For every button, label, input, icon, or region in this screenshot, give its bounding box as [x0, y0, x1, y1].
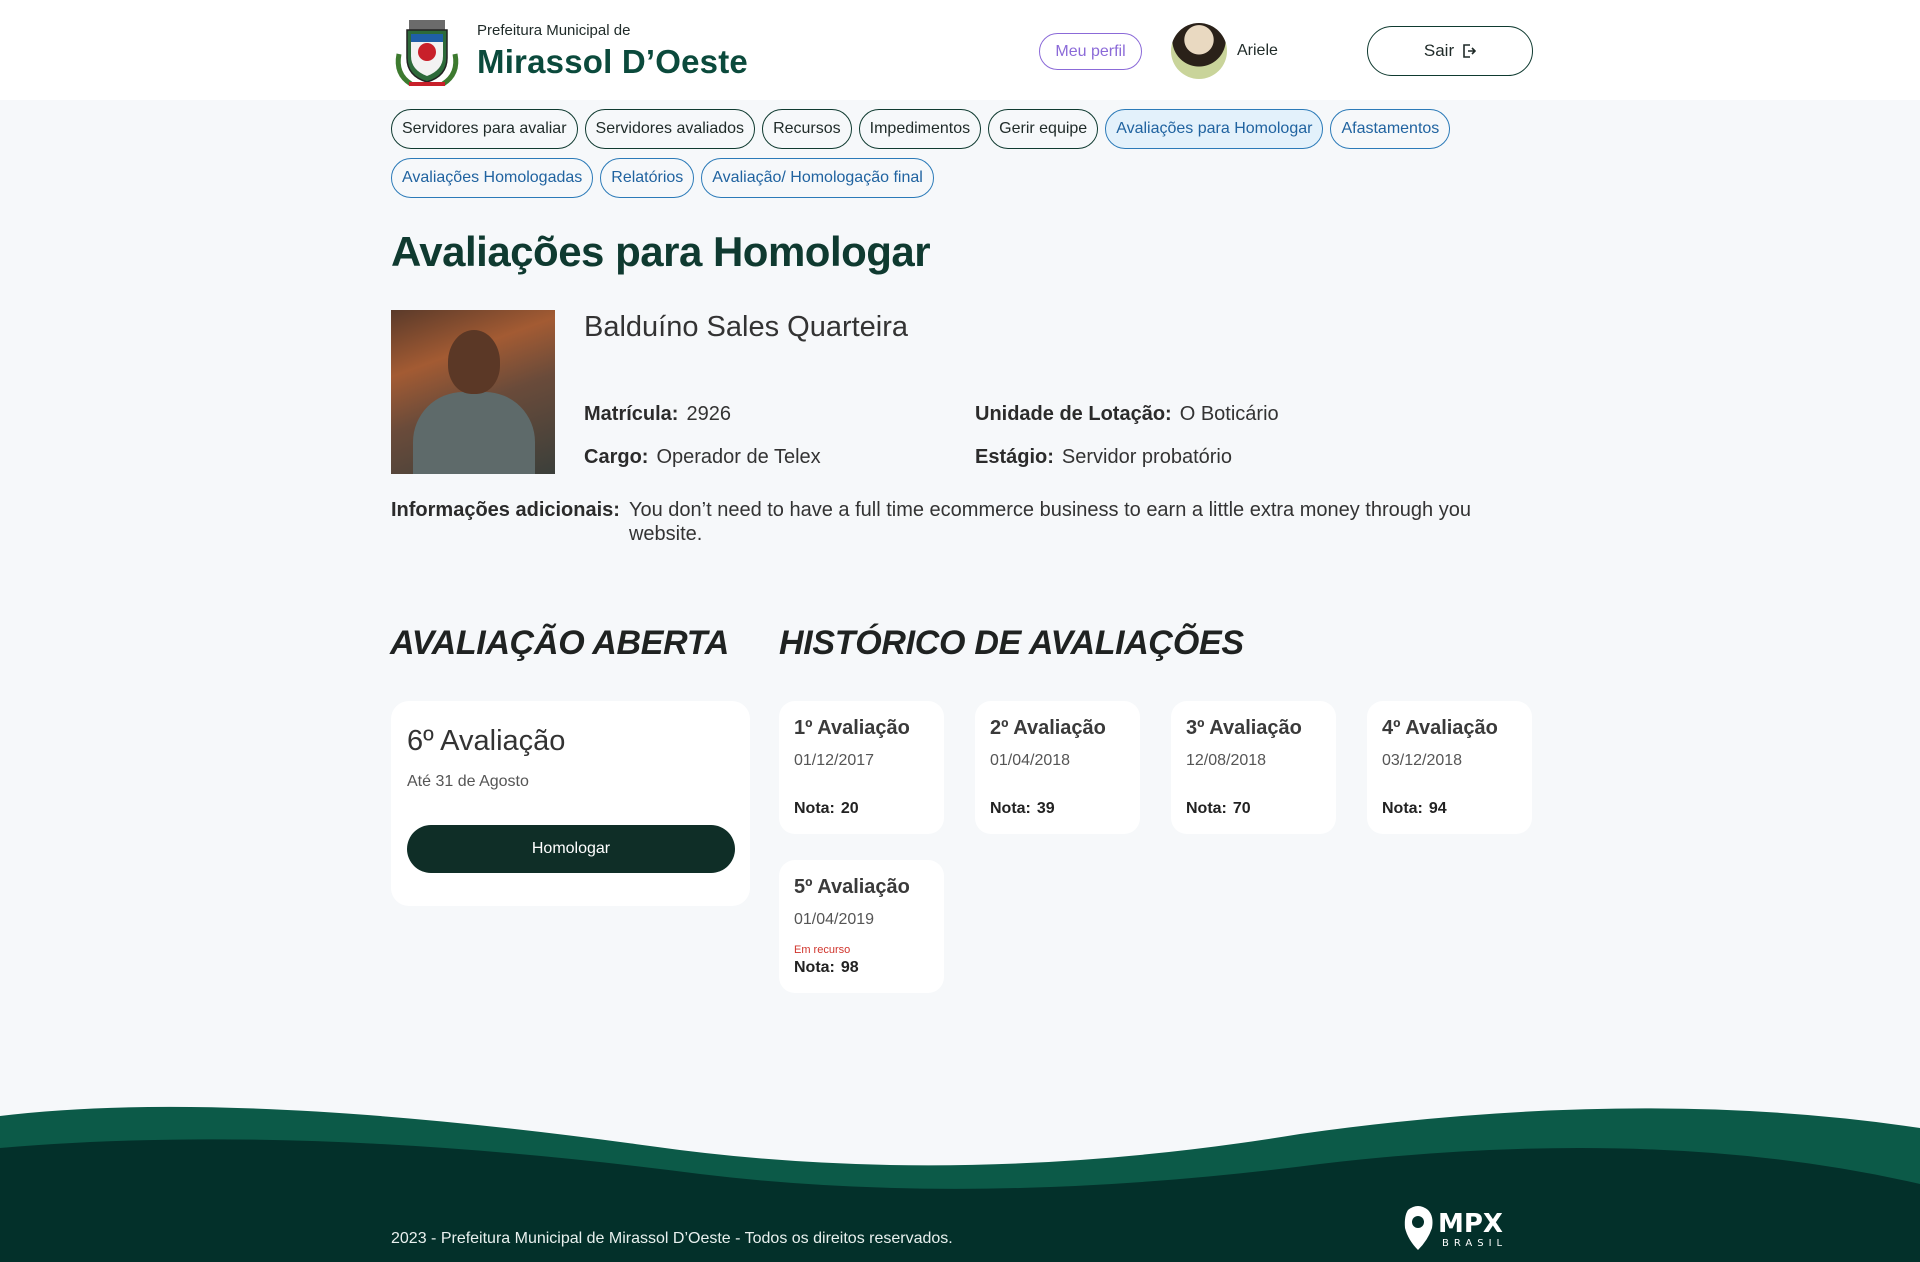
logo-word: MPX: [1438, 1209, 1503, 1239]
brand-title: Mirassol D’Oeste: [477, 42, 748, 80]
employee-name: Balduíno Sales Quarteira: [584, 311, 909, 343]
estagio-label: Estágio:: [975, 446, 1054, 468]
estagio-value: Servidor probatório: [1061, 446, 1232, 468]
open-evaluation-deadline: Até 31 de Agosto: [407, 773, 529, 790]
nav-tab-1[interactable]: Servidores avaliados: [585, 109, 756, 149]
logout-label: Sair: [1423, 41, 1455, 60]
history-card-score: [1382, 800, 1447, 818]
mpx-brasil-logo: [1404, 1202, 1534, 1254]
avatar: [1171, 23, 1227, 79]
brand-subtitle: Prefeitura Municipal de: [477, 21, 631, 39]
history-card-date: 01/04/2018: [990, 752, 1071, 769]
score-value: 98: [840, 959, 859, 976]
history-card[interactable]: [975, 701, 1140, 834]
score-value: 70: [1232, 800, 1251, 817]
score-label: Nota:: [1382, 800, 1423, 817]
history-card[interactable]: [1367, 701, 1532, 834]
additional-info: [391, 498, 1533, 546]
score-label: Nota:: [1186, 800, 1227, 817]
user-name: Ariele: [1237, 42, 1278, 59]
matricula-field: [584, 403, 731, 426]
unidade-value: O Boticário: [1179, 403, 1279, 425]
matricula-value: 2926: [686, 403, 731, 425]
logo-sub: BRASIL: [1442, 1238, 1508, 1249]
history-card-date: 12/08/2018: [1186, 752, 1267, 769]
open-evaluation-card: [391, 701, 750, 906]
cargo-value: Operador de Telex: [656, 446, 821, 468]
info-label: Informações adicionais:: [391, 499, 620, 521]
logout-icon: [1462, 44, 1476, 58]
history-card-score: [1186, 800, 1251, 818]
nav-tab-5[interactable]: Avaliações para Homologar: [1105, 109, 1323, 149]
logout-button[interactable]: [1367, 26, 1533, 76]
history-card-score: [990, 800, 1055, 818]
cargo-field: [584, 446, 821, 469]
open-evaluation-title: 6º Avaliação: [407, 725, 566, 757]
history-card-title: 5º Avaliação: [794, 876, 910, 898]
user-menu[interactable]: [1171, 23, 1278, 79]
history-card-title: 4º Avaliação: [1382, 717, 1498, 739]
history-card-title: 2º Avaliação: [990, 717, 1106, 739]
footer-copyright: 2023 - Prefeitura Municipal de Mirassol D’Oeste - Todos os direitos reservados.: [391, 1230, 953, 1247]
nav-tab-0[interactable]: Servidores para avaliar: [391, 109, 578, 149]
main-nav: [391, 109, 1536, 198]
nav-tab-8[interactable]: Relatórios: [600, 158, 694, 198]
homologar-button[interactable]: Homologar: [407, 825, 735, 873]
open-evaluation-heading: AVALIAÇÃO ABERTA: [390, 624, 729, 662]
nav-tab-7[interactable]: Avaliações Homologadas: [391, 158, 593, 198]
score-value: 39: [1036, 800, 1055, 817]
matricula-label: Matrícula:: [584, 403, 679, 425]
nav-tab-6[interactable]: Afastamentos: [1330, 109, 1450, 149]
my-profile-button[interactable]: Meu perfil: [1039, 33, 1142, 70]
history-card-score: [794, 959, 859, 977]
history-card[interactable]: [779, 701, 944, 834]
history-card-title: 1º Avaliação: [794, 717, 910, 739]
history-heading: HISTÓRICO DE AVALIAÇÕES: [779, 624, 1244, 662]
history-card-date: 03/12/2018: [1382, 752, 1463, 769]
history-card-title: 3º Avaliação: [1186, 717, 1302, 739]
top-header: [0, 0, 1920, 100]
footer-wave: [0, 1100, 1920, 1262]
info-value: You don’t need to have a full time ecommerce business to earn a little extra money through you website.: [628, 499, 1471, 545]
estagio-field: [975, 446, 1232, 469]
page-title: Avaliações para Homologar: [391, 228, 931, 275]
history-card-date: 01/12/2017: [794, 752, 875, 769]
nav-tab-9[interactable]: Avaliação/ Homologação final: [701, 158, 934, 198]
history-card-status: Em recurso: [794, 944, 851, 956]
history-card[interactable]: [1171, 701, 1336, 834]
employee-photo: [391, 310, 555, 474]
nav-tab-3[interactable]: Impedimentos: [859, 109, 982, 149]
score-value: 94: [1428, 800, 1447, 817]
nav-tab-2[interactable]: Recursos: [762, 109, 852, 149]
history-card-score: [794, 800, 859, 818]
score-value: 20: [840, 800, 859, 817]
unidade-field: [975, 403, 1279, 426]
nav-tab-4[interactable]: Gerir equipe: [988, 109, 1098, 149]
cargo-label: Cargo:: [584, 446, 649, 468]
score-label: Nota:: [794, 959, 835, 976]
history-card[interactable]: [779, 860, 944, 993]
brand[interactable]: [391, 14, 748, 88]
unidade-label: Unidade de Lotação:: [975, 403, 1172, 425]
history-card-date: 01/04/2019: [794, 911, 875, 928]
score-label: Nota:: [794, 800, 835, 817]
score-label: Nota:: [990, 800, 1031, 817]
city-crest-logo: [391, 14, 463, 88]
